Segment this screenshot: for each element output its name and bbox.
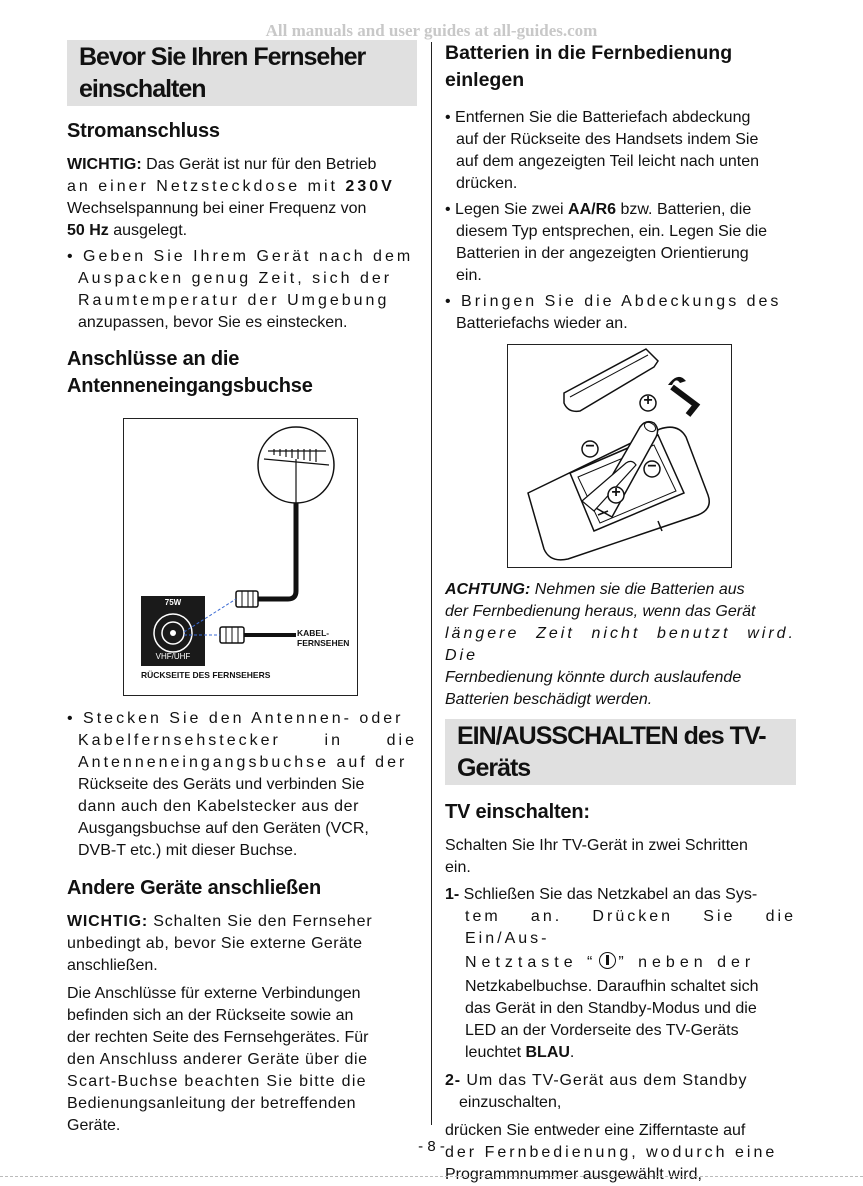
text: Netzkabelbuchse. Daraufhin schaltet sich [465,978,759,995]
text: das Gerät in den Standby-Modus und die [465,1000,757,1017]
remote-illustration [508,345,731,567]
jack-label-bottom: VHF/UHF [155,652,191,661]
text: Das Gerät ist nur für den Betrieb [141,156,377,173]
heading-line: einlegen [445,69,525,91]
battery-section-title [445,40,796,94]
text: anzupassen, bevor Sie es einstecken. [78,314,348,331]
text: dann auch den Kabelstecker aus der [78,798,360,815]
text: drücken. [456,175,518,192]
important-label: WICHTIG: [67,913,149,930]
caution-paragraph [445,579,796,711]
text: der Fernbedienung heraus, wenn das Gerät [445,603,756,620]
text: • Stecken Sie den Antennen- oder [67,710,404,727]
text: Rückseite des Geräts und verbinden Sie [78,776,365,793]
power-bullet [67,246,417,334]
step-1 [445,884,796,1064]
text: Scart-Buchse beachten Sie bitte die [67,1073,367,1090]
text: auf dem angezeigten Teil leicht nach unten [456,153,760,170]
tv-intro [445,835,796,879]
battery-type: AA/R6 [568,201,617,218]
right-column [445,40,796,1186]
text: Die Anschlüsse für externe Verbindungen [67,985,361,1002]
text: drücken Sie entweder eine Zifferntaste auf [445,1122,746,1139]
text: Programmnummer ausgewählt wird, [445,1166,702,1183]
text: diesem Typ entsprechen, ein. Legen Sie die [456,223,768,240]
minus-symbol: − [647,458,657,475]
text: • Bringen Sie die Abdeckungs des [445,293,782,310]
heading-line: Anschlüsse an die [67,348,240,370]
power-connection-title: Stromanschluss [67,120,220,142]
section-heading-power-on-off [445,719,796,785]
text: Raumtemperatur der Umgebung [78,292,390,309]
figure-caption: RÜCKSEITE DES FERNSEHERS [141,670,271,680]
heading-line: EIN/AUSSCHALTEN des TV- [457,722,766,750]
text: LED an der Vorderseite des TV-Geräts [465,1022,739,1039]
text: DVB-T etc.) mit dieser Buchse. [78,842,298,859]
text: befinden sich an der Rückseite sowie an [67,1007,354,1024]
power-paragraph [67,154,417,242]
other-devices-paragraph [67,983,417,1137]
text: FERNSEHEN [297,638,350,648]
step-2 [445,1070,796,1114]
led-color: BLAU [525,1044,570,1061]
column-divider [431,42,432,1125]
text: Auspacken genug Zeit, sich der [78,270,393,287]
heading-line: einschalten [79,75,206,103]
text: leuchtet [465,1044,526,1061]
plus-symbol: + [643,392,653,409]
text: anschließen. [67,957,158,974]
left-column [67,40,417,1137]
text: Schließen Sie das Netzkabel an das Sys- [459,886,758,903]
text: ausgelegt. [108,222,188,239]
text: Batterien in der angezeigten Orientierung [456,245,749,262]
text: Batteriefachs wieder an. [456,315,628,332]
antenna-connection-figure [123,418,358,696]
battery-bullet-1 [445,107,796,195]
frequency-value: 50 Hz [67,222,109,239]
section-heading-before-switch-on [67,40,417,106]
text: Bedienungsanleitung der betreffenden [67,1095,357,1112]
page-number: - 8 - [418,1138,445,1155]
battery-bullet-3 [445,291,796,335]
heading-line: Bevor Sie Ihren Fernseher [79,43,366,71]
other-devices-title: Andere Geräte anschließen [67,877,321,899]
text: Geräte. [67,1117,121,1134]
text: bzw. Batterien, die [616,201,752,218]
plus-symbol: + [611,484,621,501]
step-number: 2- [445,1072,462,1089]
text: • Geben Sie Ihrem Gerät nach dem [67,248,414,265]
text: Wechselspannung bei einer Frequenz von [67,200,367,217]
text: an einer Netzsteckdose mit [67,178,346,195]
heading-line: Geräts [457,754,531,782]
text: der Fernbedienung, wodurch eine [445,1144,778,1161]
antenna-section-title [67,346,417,400]
other-devices-warning [67,911,417,977]
tv-on-title: TV einschalten: [445,801,590,823]
text: . [569,1044,575,1061]
text: Um das TV-Gerät aus dem Standby [461,1072,748,1089]
battery-bullet-2 [445,199,796,287]
text: Schalten Sie Ihr TV-Gerät in zwei Schritten [445,837,748,854]
remote-battery-figure [507,344,732,568]
jack-label-top: 75W [164,598,182,607]
text: Schalten Sie den Fernseher [148,913,373,930]
text: tem an. Drücken Sie die Ein/Aus- [465,908,796,947]
text: ” neben der [618,954,756,971]
text: Batterien beschädigt werden. [445,691,653,708]
text: der rechten Seite des Fernsehgerätes. Für [67,1029,369,1046]
cable-tv-label [297,628,349,648]
heading-line: Antenneneingangsbuchse [67,375,313,397]
antenna-bullet [67,708,417,862]
text: unbedingt ab, bevor Sie externe Geräte [67,935,363,952]
voltage-value: 230V [345,178,395,195]
important-label: WICHTIG: [67,156,142,173]
caution-label: ACHTUNG: [445,581,531,598]
heading-line: Batterien in die Fernbedienung [445,42,733,64]
text: den Anschluss anderer Geräte über die [67,1051,368,1068]
text: Nehmen sie die Batterien aus [530,581,745,598]
bottom-dashed-line [0,1176,863,1177]
minus-symbol: − [585,438,595,455]
step-number: 1- [445,886,460,903]
power-icon [599,952,616,969]
text: auf der Rückseite des Handsets indem Sie [456,131,759,148]
text: • Legen Sie zwei [445,201,569,218]
text: Antenneneingangsbuchse auf der [78,754,408,771]
text: ein. [445,859,471,876]
text: Netztaste “ [465,954,598,971]
text: Kabelfernsehstecker in die [78,732,417,749]
text: KABEL- [297,628,330,638]
text: längere Zeit nicht benutzt wird. Die [445,625,796,664]
text: einzuschalten, [459,1094,562,1111]
text: Fernbedienung könnte durch auslaufende [445,669,742,686]
watermark: All manuals and user guides at all-guides.com [265,21,598,40]
text: • Entfernen Sie die Batteriefach abdeckung [445,109,751,126]
text: Ausgangsbuchse auf den Geräten (VCR, [78,820,369,837]
text: ein. [456,267,482,284]
